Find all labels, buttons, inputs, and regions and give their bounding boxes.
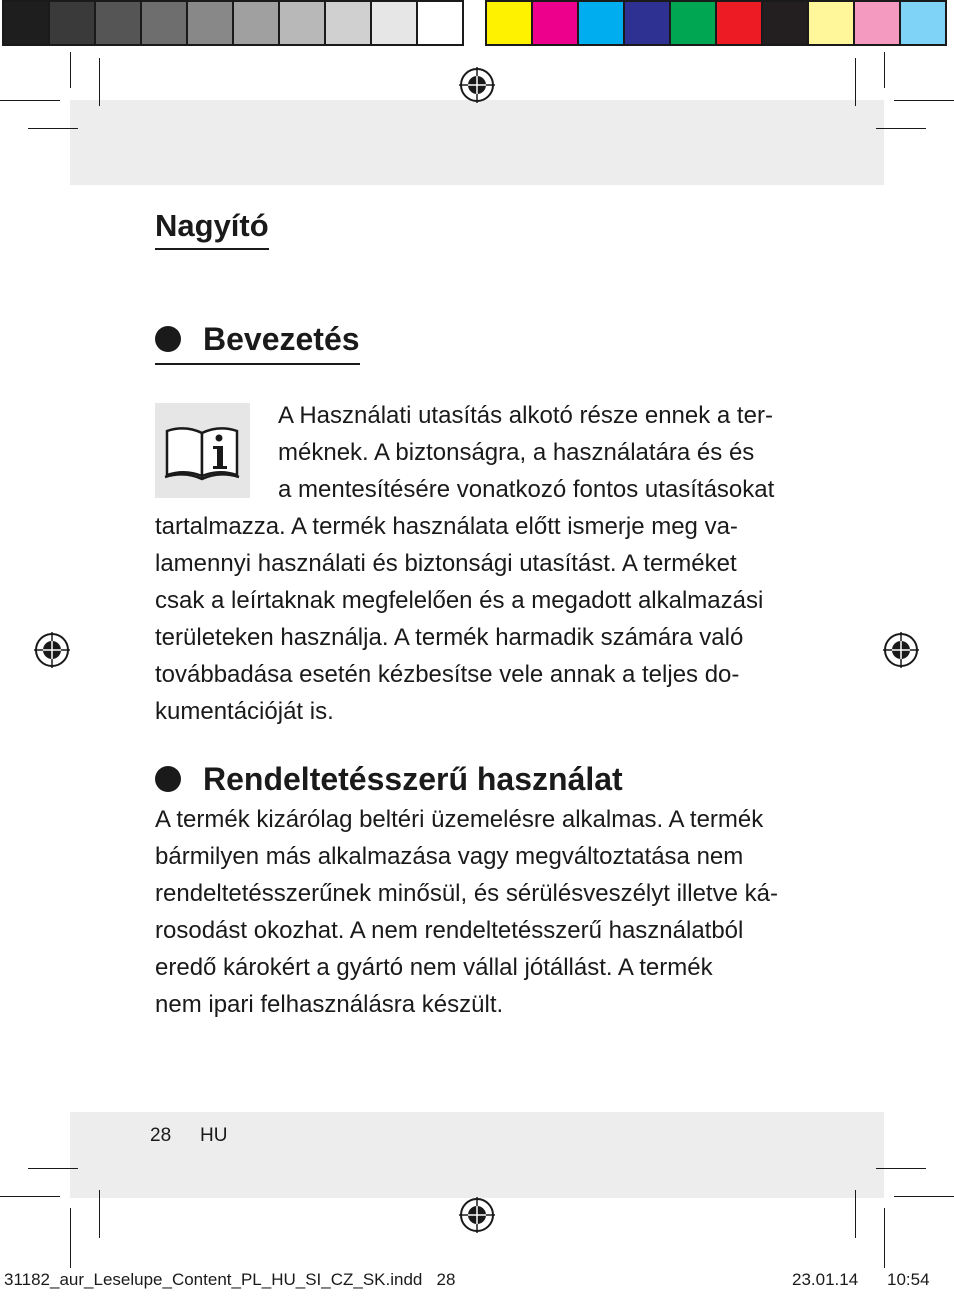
registration-mark-icon bbox=[458, 66, 496, 104]
section-heading-text: Bevezetés bbox=[203, 321, 360, 357]
text-line: A Használati utasítás alkotó része ennek a ter- bbox=[278, 402, 773, 429]
crop-mark bbox=[0, 100, 60, 101]
text-line: eredő károkért a gyártó nem vállal jótállást. A termék bbox=[155, 954, 713, 981]
color-swatch bbox=[715, 0, 763, 46]
color-swatch bbox=[186, 0, 234, 46]
intended-use-paragraph bbox=[155, 801, 805, 1023]
text-line: bármilyen más alkalmazása vagy megváltoztatása nem bbox=[155, 843, 744, 870]
registration-mark-icon bbox=[33, 631, 71, 669]
color-bar bbox=[485, 0, 947, 50]
crop-mark bbox=[894, 1196, 954, 1197]
text-line: továbbadása esetén kézbesítse vele annak a teljes do- bbox=[155, 661, 740, 688]
bullet-icon bbox=[155, 326, 181, 352]
color-swatch bbox=[899, 0, 947, 46]
color-swatch bbox=[623, 0, 671, 46]
section-heading-intended-use bbox=[155, 758, 623, 800]
language-code: HU bbox=[200, 1125, 228, 1146]
grayscale-bar bbox=[2, 0, 464, 50]
crop-mark bbox=[876, 1168, 926, 1169]
text-line: méknek. A biztonságra, a használatára és és bbox=[278, 439, 755, 466]
crop-mark bbox=[28, 1168, 78, 1169]
text-line: lamennyi használati és biztonsági utasítást. A terméket bbox=[155, 550, 737, 577]
crop-mark bbox=[894, 100, 954, 101]
color-swatch bbox=[232, 0, 280, 46]
text-line: tartalmazza. A termék használata előtt ismerje meg va- bbox=[155, 513, 738, 540]
crop-mark bbox=[876, 128, 926, 129]
text-line: A termék kizárólag beltéri üzemelésre alkalmas. A termék bbox=[155, 806, 764, 833]
color-swatch bbox=[577, 0, 625, 46]
color-swatch bbox=[94, 0, 142, 46]
crop-mark bbox=[99, 58, 100, 106]
crop-mark bbox=[884, 52, 885, 88]
crop-mark bbox=[855, 1190, 856, 1238]
footer-band bbox=[70, 1112, 884, 1198]
text-line: csak a leírtaknak megfelelően és a megadott alkalmazási bbox=[155, 587, 764, 614]
slug-filename: 31182_aur_Leselupe_Content_PL_HU_SI_CZ_SK.indd 28 bbox=[4, 1270, 456, 1289]
page-title: Nagyító bbox=[155, 206, 269, 250]
crop-mark bbox=[99, 1190, 100, 1238]
bullet-icon bbox=[155, 766, 181, 792]
color-swatch bbox=[485, 0, 533, 46]
text-line: rendeltetésszerűnek minősül, és sérülésveszélyt illetve ká- bbox=[155, 880, 778, 907]
color-swatch bbox=[48, 0, 96, 46]
crop-mark bbox=[70, 52, 71, 88]
color-swatch bbox=[669, 0, 717, 46]
header-band bbox=[70, 100, 884, 185]
crop-mark bbox=[884, 1208, 885, 1268]
color-swatch bbox=[531, 0, 579, 46]
color-swatch bbox=[761, 0, 809, 46]
page-number: 28 bbox=[150, 1125, 172, 1146]
slug-date: 23.01.14 bbox=[792, 1270, 859, 1289]
color-swatch bbox=[140, 0, 188, 46]
color-swatch bbox=[278, 0, 326, 46]
section-heading-text: Rendeltetésszerű használat bbox=[203, 761, 623, 797]
color-swatch bbox=[2, 0, 50, 46]
text-line: a mentesítésére vonatkozó fontos utasításokat bbox=[278, 476, 775, 503]
color-swatch bbox=[370, 0, 418, 46]
color-swatch bbox=[416, 0, 464, 46]
introduction-paragraph bbox=[155, 397, 805, 730]
crop-mark bbox=[0, 1196, 60, 1197]
crop-mark bbox=[28, 128, 78, 129]
section-heading-introduction bbox=[155, 318, 360, 365]
registration-mark-icon bbox=[458, 1196, 496, 1234]
text-line: rosodást okozhat. A nem rendeltetésszerű használatból bbox=[155, 917, 744, 944]
color-swatch bbox=[324, 0, 372, 46]
text-line: kumentációját is. bbox=[155, 698, 334, 725]
registration-mark-icon bbox=[882, 631, 920, 669]
text-line: nem ipari felhasználásra készült. bbox=[155, 991, 504, 1018]
slug-time: 10:54 bbox=[887, 1270, 930, 1289]
crop-mark bbox=[70, 1208, 71, 1268]
crop-mark bbox=[855, 58, 856, 106]
text-line: területeken használja. A termék harmadik számára való bbox=[155, 624, 744, 651]
color-swatch bbox=[807, 0, 855, 46]
color-swatch bbox=[853, 0, 901, 46]
